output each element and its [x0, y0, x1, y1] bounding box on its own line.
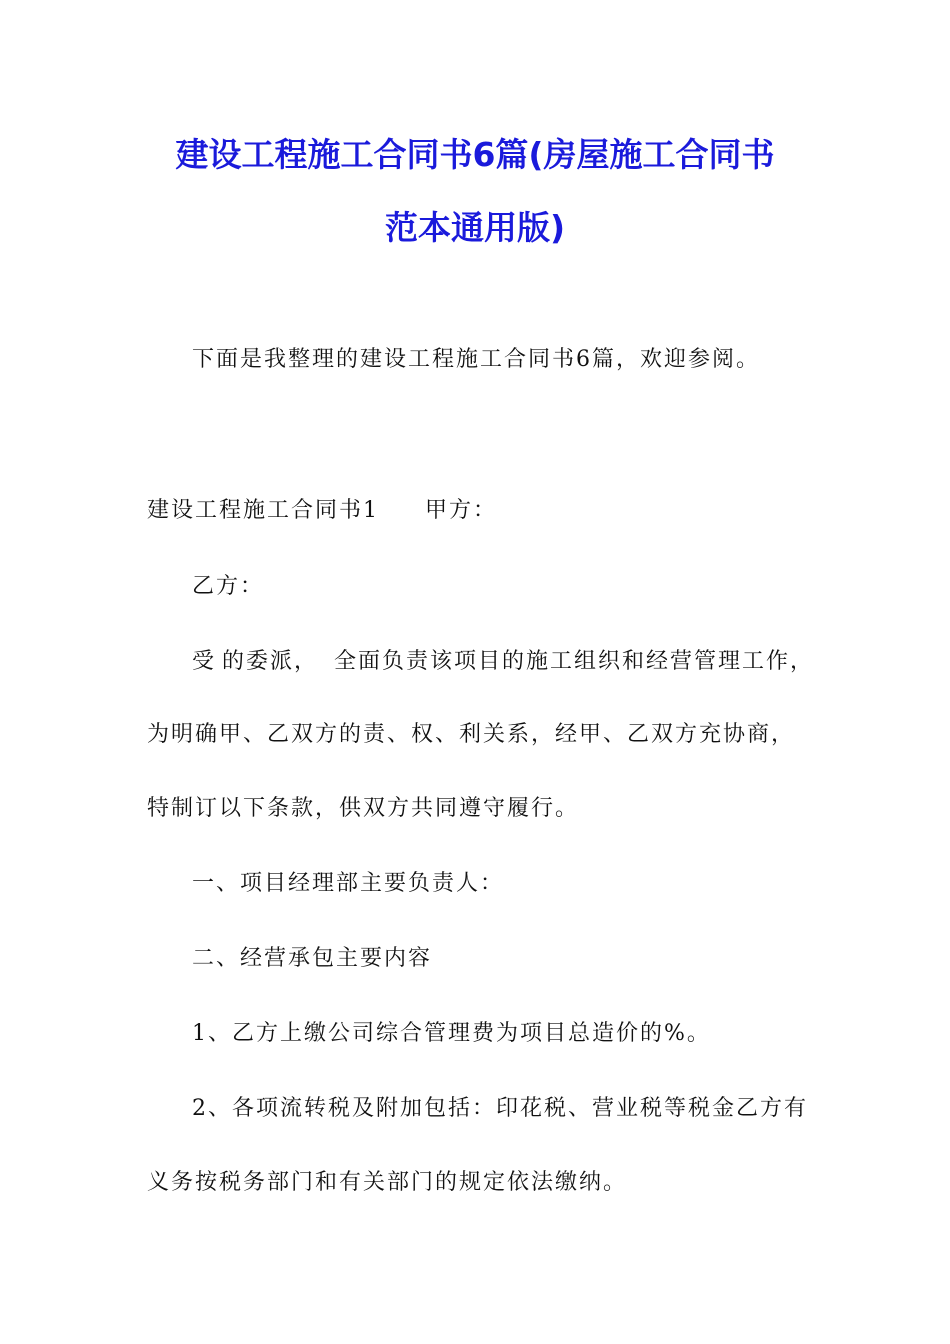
sub-item-2-line-2: 义务按税务部门和有关部门的规定依法缴纳。	[147, 1170, 628, 1195]
paragraph-1-part-c: 全面负责该项目的施工组织和经营管理工作，	[334, 649, 815, 674]
paragraph-1-line-3: 特制订以下条款，供双方共同遵守履行。	[147, 796, 580, 821]
section-heading: 建设工程施工合同书1	[147, 498, 379, 523]
party-a-label: 甲方：	[425, 498, 498, 523]
sub-item-2-line-1: 2、各项流转税及附加包括：印花税、营业税等税金乙方有	[192, 1096, 808, 1121]
document-title-line-2: 范本通用版)	[384, 208, 566, 247]
section-heading-row	[147, 496, 497, 526]
sub-item-1: 1、乙方上缴公司综合管理费为项目总造价的%。	[192, 1021, 711, 1046]
document-title-line-1: 建设工程施工合同书6篇(房屋施工合同书	[175, 135, 775, 174]
party-b-label: 乙方：	[192, 574, 265, 599]
paragraph-1-line-2: 为明确甲、乙双方的责、权、利关系，经甲、乙双方充协商，	[147, 722, 796, 747]
paragraph-1-part-a: 受	[192, 649, 217, 674]
intro-paragraph: 下面是我整理的建设工程施工合同书6篇，欢迎参阅。	[192, 347, 760, 372]
paragraph-1-part-b: 的委派，	[222, 649, 319, 674]
paragraph-1-line-1	[192, 647, 814, 677]
item-2: 二、经营承包主要内容	[192, 946, 433, 971]
item-1: 一、项目经理部主要负责人：	[192, 871, 505, 896]
